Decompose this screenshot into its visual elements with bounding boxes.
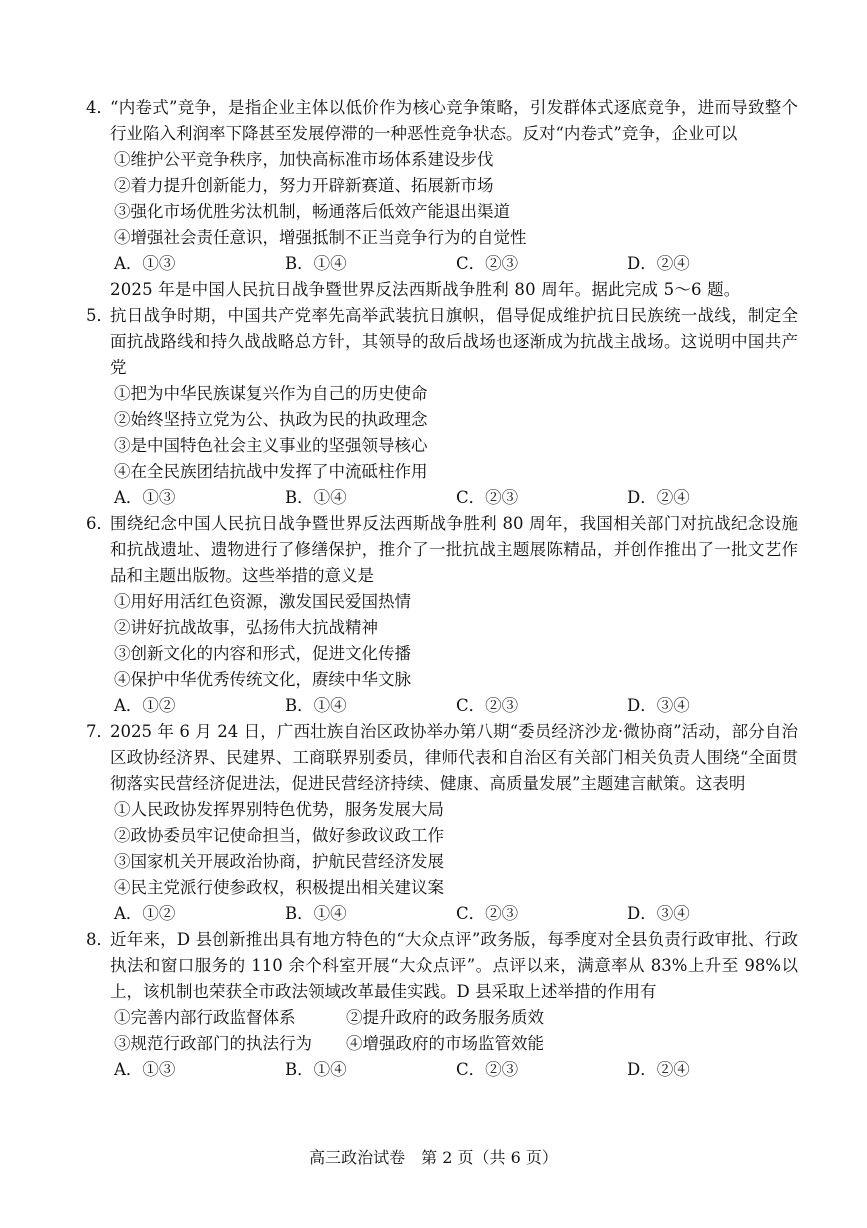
question-number: 4．: [86, 98, 113, 117]
question-8: [86, 927, 798, 1083]
statement-option: ①人民政协发挥界别特色优势，服务发展大局: [114, 800, 444, 819]
question-stem: 围绕纪念中国人民抗日战争暨世界反法西斯战争胜利 80 周年，我国相关部门对抗战纪念设施和抗战遗址、遗物进行了修缮保护，推介了一批抗战主题展陈精品，并创作推出了一批文艺作品和主题出版物。这些举措的意义是: [110, 514, 798, 585]
answer-choices: [110, 1057, 798, 1083]
question-stem: 近年来，D 县创新推出具有地方特色的“大众点评”政务版，每季度对全县负责行政审批、行政执法和窗口服务的 110 余个科室开展“大众点评”。点评以来，满意率从 83%上升至 98%以上，该机制也荣获全市政法领域改革最佳实践。D 县采取上述举措的作用有: [110, 930, 798, 1001]
page-footer: 高三政治试卷 第 2 页（共 6 页）: [309, 1148, 558, 1167]
answer-choices: [110, 693, 798, 719]
choice-a: A．①③: [114, 488, 176, 507]
statement-option: ①用好用活红色资源，激发国民爱国热情: [114, 592, 411, 611]
question-number: 6．: [86, 514, 113, 533]
question-4: [86, 95, 798, 277]
choice-c: C．②③: [456, 254, 519, 273]
statement-option: ④在全民族团结抗战中发挥了中流砥柱作用: [114, 462, 428, 481]
statement-option: ③强化市场优胜劣汰机制，畅通落后低效产能退出渠道: [114, 202, 510, 221]
question-stem: 2025 年 6 月 24 日，广西壮族自治区政协举办第八期“委员经济沙龙·微协商”活动，部分自治区政协经济界、民建界、工商联界别委员，律师代表和自治区有关部门相关负责人围绕“全面贯彻落实民营经济促进法，促进民营经济持续、健康、高质量发展”主题建言献策。这表明: [110, 722, 798, 793]
choice-a: A．①③: [114, 254, 176, 273]
question-stem: 抗日战争时期，中国共产党率先高举武装抗日旗帜，倡导促成维护抗日民族统一战线，制定全面抗战路线和持久战战略总方针，其领导的敌后战场也逐渐成为抗战主战场。这说明中国共产党: [110, 306, 798, 377]
statement-option: ④增强政府的市场监管效能: [346, 1034, 544, 1053]
choice-b: B．①④: [285, 488, 347, 507]
statement-option: ③创新文化的内容和形式，促进文化传播: [114, 644, 411, 663]
statement-option-row: [110, 1031, 798, 1057]
question-number: 7．: [86, 722, 113, 741]
choice-a: A．①③: [114, 1060, 176, 1079]
answer-choices: [110, 251, 798, 277]
choice-b: B．①④: [285, 1060, 347, 1079]
statement-option: ②讲好抗战故事，弘扬伟大抗战精神: [114, 618, 378, 637]
question-7: [86, 719, 798, 927]
choice-c: C．②③: [456, 904, 519, 923]
statement-option: ②提升政府的政务服务质效: [346, 1008, 544, 1027]
choice-b: B．①④: [285, 254, 347, 273]
statement-option: ①把为中华民族谋复兴作为自己的历史使命: [114, 384, 428, 403]
question-5: [86, 303, 798, 511]
choice-b: B．①④: [285, 696, 347, 715]
section-note: 2025 年是中国人民抗日战争暨世界反法西斯战争胜利 80 周年。据此完成 5～6 题。: [110, 280, 741, 299]
statement-option: ②着力提升创新能力，努力开辟新赛道、拓展新市场: [114, 176, 494, 195]
question-6: [86, 511, 798, 719]
statement-option: ②始终坚持立党为公、执政为民的执政理念: [114, 410, 428, 429]
question-stem: “内卷式”竞争，是指企业主体以低价作为核心竞争策略，引发群体式逐底竞争，进而导致整个行业陷入利润率下降甚至发展停滞的一种恶性竞争状态。反对“内卷式”竞争，企业可以: [110, 98, 798, 143]
answer-choices: [110, 901, 798, 927]
choice-a: A．①②: [114, 696, 176, 715]
choice-c: C．②③: [456, 488, 519, 507]
statement-option: ②政协委员牢记使命担当，做好参政议政工作: [114, 826, 444, 845]
statement-option: ①维护公平竞争秩序，加快高标准市场体系建设步伐: [114, 150, 494, 169]
choice-d: D．②④: [627, 254, 690, 273]
choice-a: A．①②: [114, 904, 176, 923]
choice-b: B．①④: [285, 904, 347, 923]
statement-option: ③规范行政部门的执法行为: [114, 1034, 312, 1053]
question-number: 5．: [86, 306, 113, 325]
choice-d: D．②④: [627, 488, 690, 507]
question-list: [86, 95, 798, 1083]
choice-c: C．②③: [456, 1060, 519, 1079]
statement-option: ④民主党派行使参政权，积极提出相关建议案: [114, 878, 444, 897]
choice-d: D．③④: [627, 904, 690, 923]
choice-d: D．②④: [627, 1060, 690, 1079]
statement-option: ③是中国特色社会主义事业的坚强领导核心: [114, 436, 428, 455]
choice-d: D．③④: [627, 696, 690, 715]
statement-option: ①完善内部行政监督体系: [114, 1008, 296, 1027]
question-number: 8．: [86, 930, 113, 949]
statement-option: ③国家机关开展政治协商，护航民营经济发展: [114, 852, 444, 871]
statement-option: ④保护中华优秀传统文化，赓续中华文脉: [114, 670, 411, 689]
choice-c: C．②③: [456, 696, 519, 715]
statement-option: ④增强社会责任意识，增强抵制不正当竞争行为的自觉性: [114, 228, 527, 247]
answer-choices: [110, 485, 798, 511]
statement-option-row: [110, 1005, 798, 1031]
